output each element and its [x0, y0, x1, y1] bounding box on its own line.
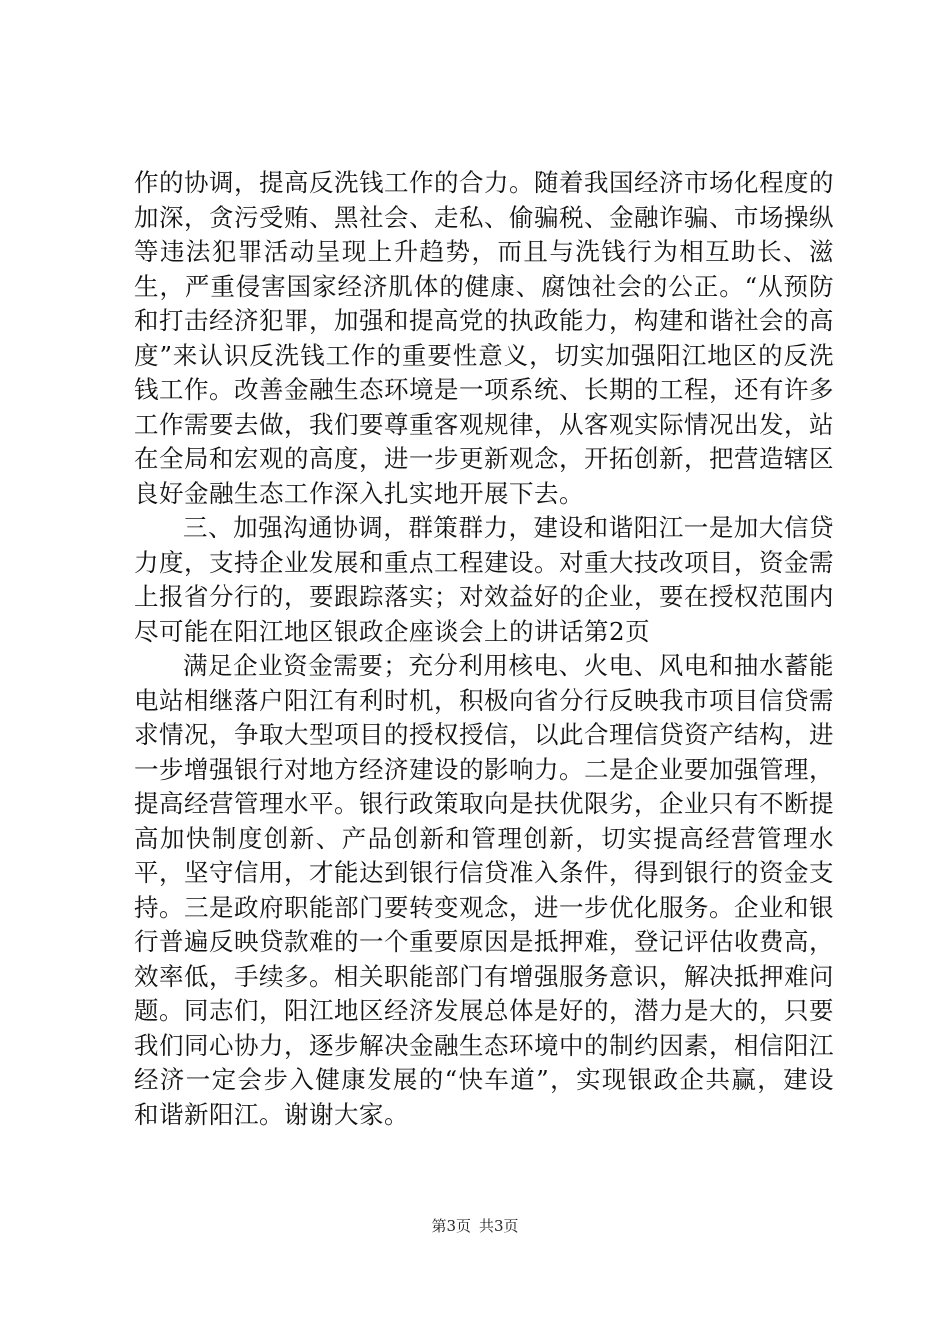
page-footer [0, 1216, 950, 1236]
page-total: 共3页 [479, 1217, 519, 1235]
document-body [134, 166, 834, 1132]
paragraph-continuation: 作的协调，提高反洗钱工作的合力。随着我国经济市场化程度的加深，贪污受贿、黑社会、走私、偷骗税、金融诈骗、市场操纵等违法犯罪活动呈现上升趋势，而且与洗钱行为相互助长、滋生，严重侵害国家经济肌体的健康、腐蚀社会的公正。“从预防和打击经济犯罪，加强和提高党的执政能力，构建和谐社会的高度”来认识反洗钱工作的重要性意义，切实加强阳江地区的反洗钱工作。改善金融生态环境是一项系统、长期的工程，还有许多工作需要去做，我们要尊重客观规律，从客观实际情况出发，站在全局和宏观的高度，进一步更新观念，开拓创新，把营造辖区良好金融生态工作深入扎实地开展下去。 [134, 168, 834, 508]
paragraph-closing: 满足企业资金需要；充分利用核电、火电、风电和抽水蓄能电站相继落户阳江有利时机，积极向省分行反映我市项目信贷需求情况，争取大型项目的授权授信，以此合理信贷资产结构，进一步增强银行对地方经济建设的影响力。二是企业要加强管理，提高经营管理水平。银行政策取向是扶优限劣，企业只有不断提高加快制度创新、产品创新和管理创新，切实提高经营管理水平，坚守信用，才能达到银行信贷准入条件，得到银行的资金支持。三是政府职能部门要转变观念，进一步优化服务。企业和银行普遍反映贷款难的一个重要原因是抵押难，登记评估收费高，效率低，手续多。相关职能部门有增强服务意识，解决抵押难问题。同志们，阳江地区经济发展总体是好的，潜力是大的，只要我们同心协力，逐步解决金融生态环境中的制约因素，相信阳江经济一定会步入健康发展的“快车道”，实现银政企共赢，建设和谐新阳江。谢谢大家。 [134, 651, 834, 1129]
paragraph-section-three: 三、加强沟通协调，群策群力，建设和谐阳江一是加大信贷力度，支持企业发展和重点工程建设。对重大技改项目，资金需上报省分行的，要跟踪落实；对效益好的企业，要在授权范围内尽可能在阳江地区银政企座谈会上的讲话第2页 [134, 513, 834, 646]
page-number: 第3页 [431, 1217, 471, 1235]
